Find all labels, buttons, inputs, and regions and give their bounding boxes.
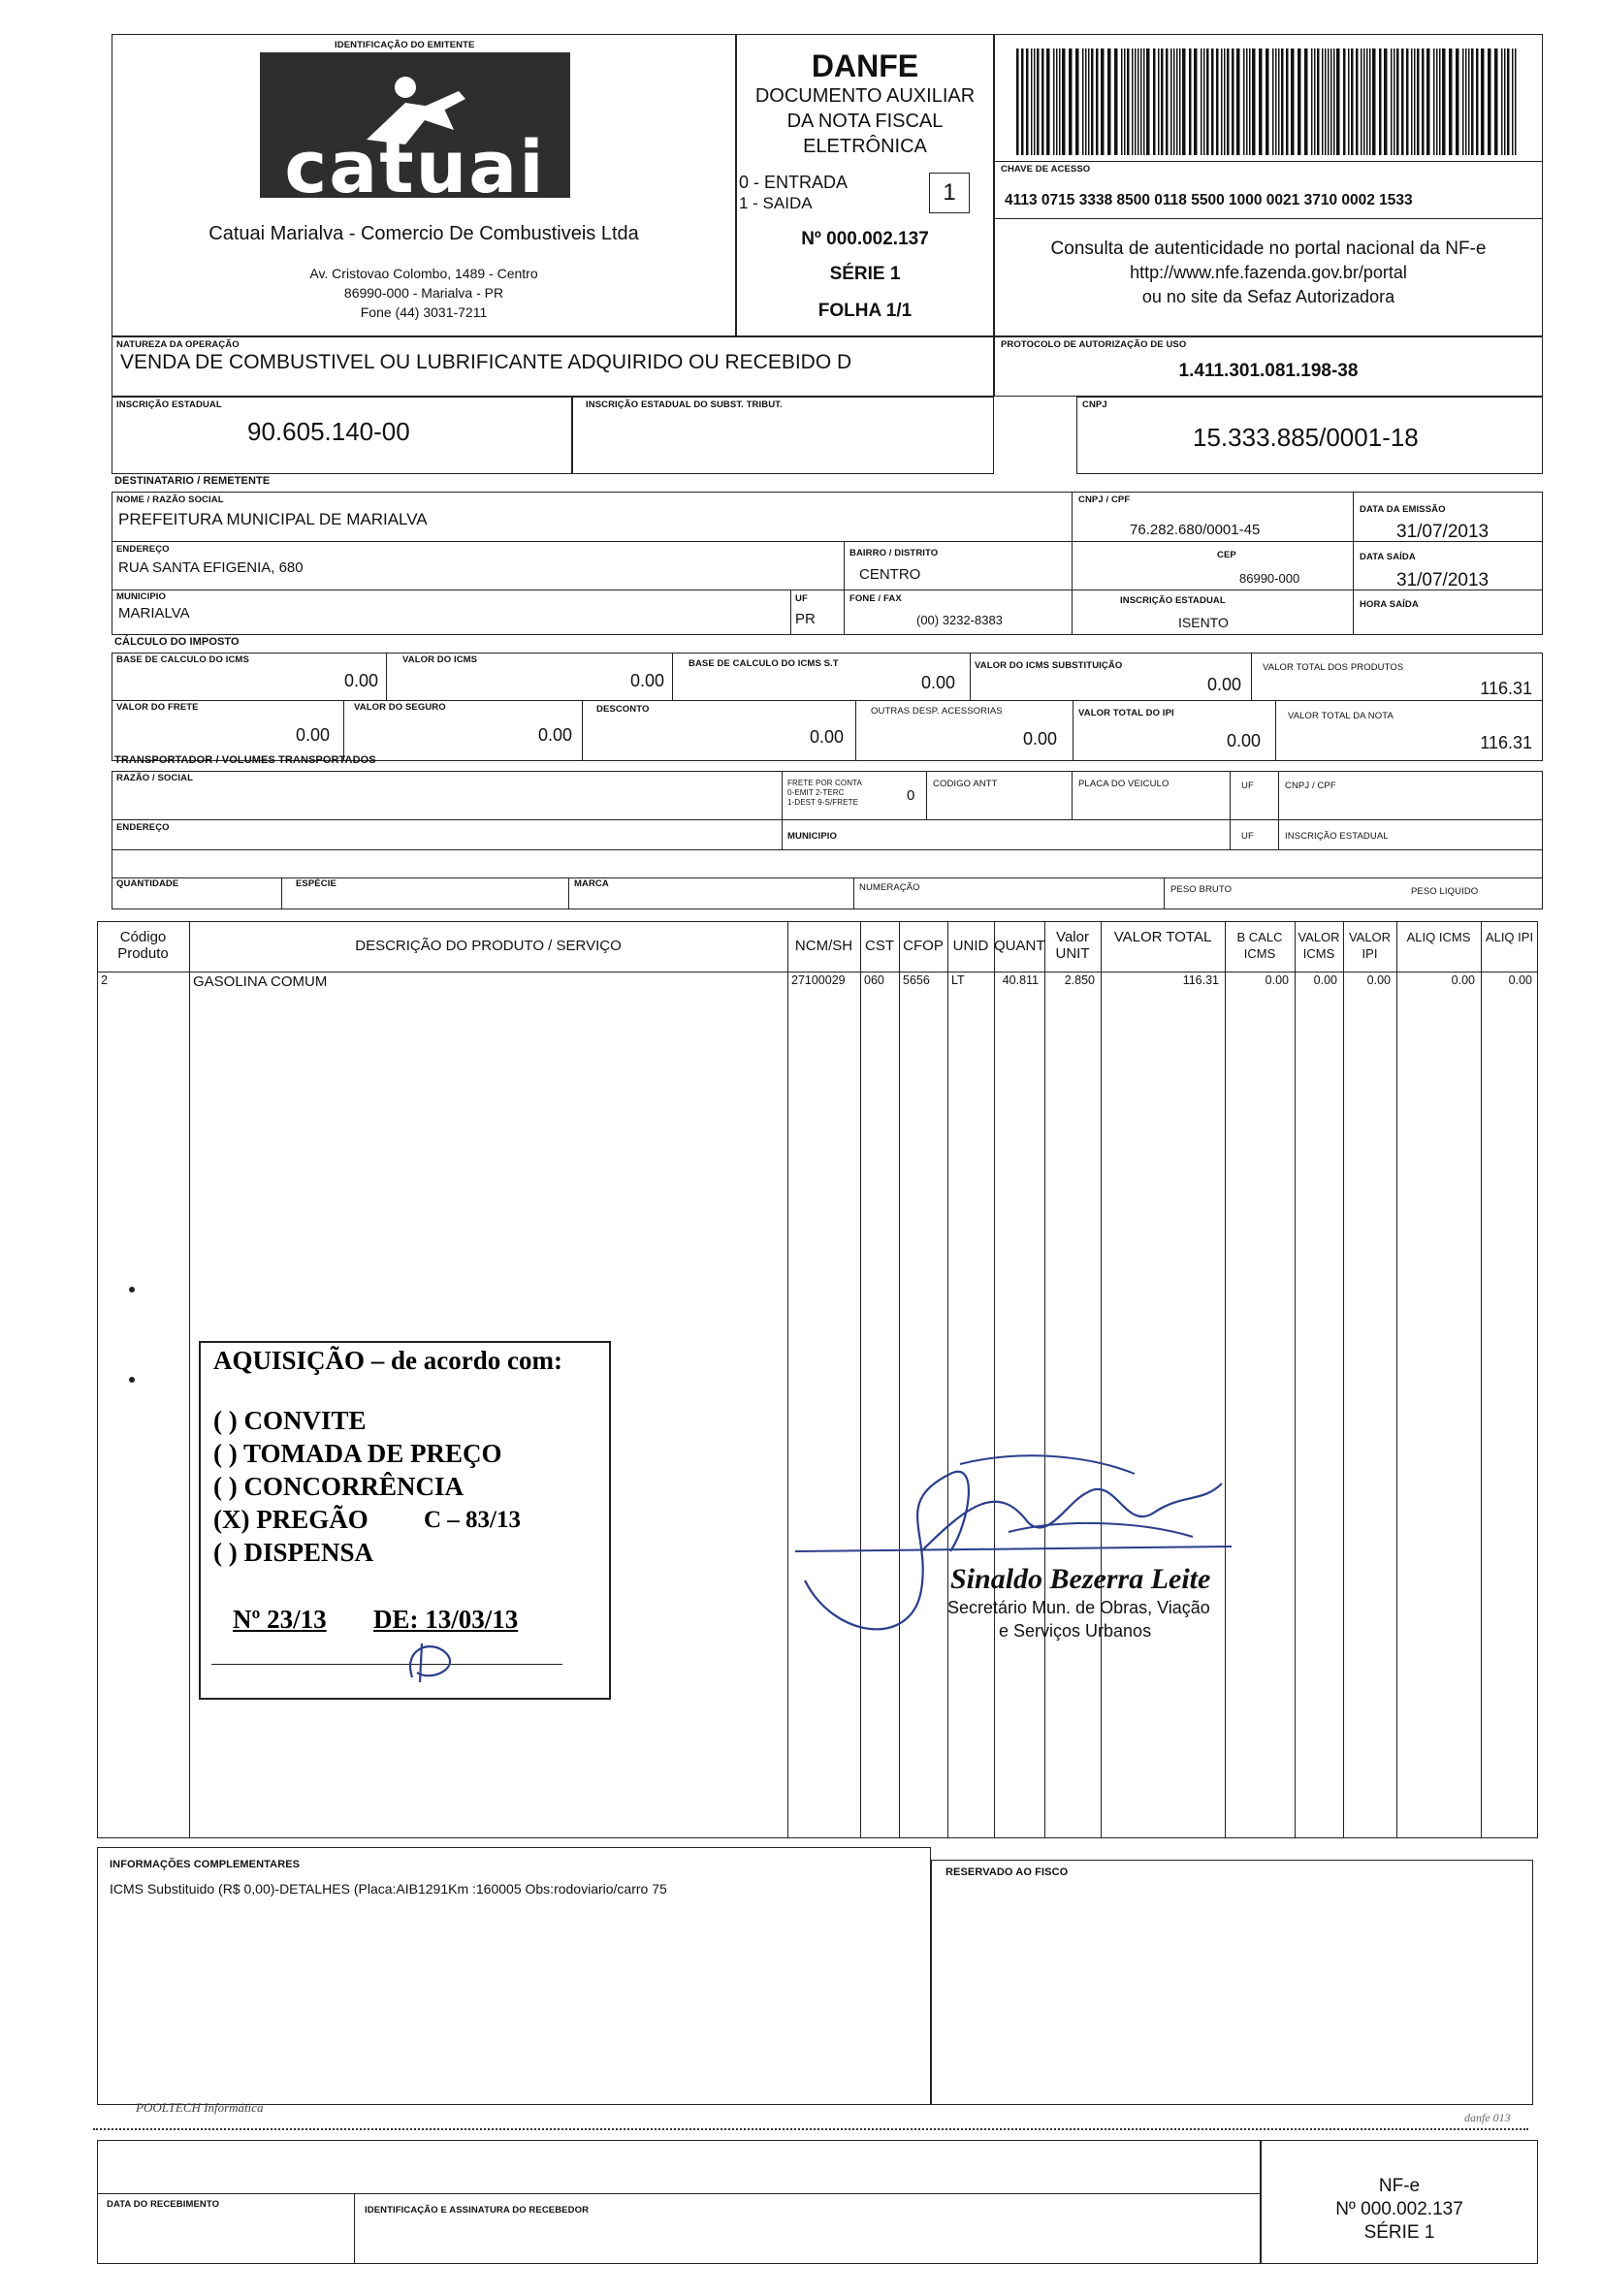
barcode-bar (1252, 48, 1256, 155)
table-header: VALOR TOTAL (1113, 929, 1212, 945)
barcode-bar (1417, 48, 1420, 155)
chave-label: CHAVE DE ACESSO (1001, 164, 1091, 175)
barcode-bar (1515, 48, 1517, 155)
barcode-bar (1330, 48, 1332, 155)
barcode-bar (1343, 48, 1346, 155)
barcode-bar (1396, 48, 1399, 155)
table-cell: 0.00 (1451, 973, 1475, 987)
barcode-bar (1481, 48, 1485, 155)
barcode-bar (1166, 48, 1169, 155)
barcode-bar (1031, 48, 1033, 155)
barcode-bar (1494, 48, 1498, 155)
outras: 0.00 (1022, 729, 1057, 749)
danfe-subtitle2: DA NOTA FISCAL (786, 111, 944, 132)
protocolo-value: 1.411.301.081.198-38 (1178, 361, 1359, 381)
table-header: NCM/SH (794, 938, 853, 954)
barcode-bar (1468, 48, 1470, 155)
desconto: 0.00 (809, 727, 844, 747)
barcode-bar (1206, 48, 1209, 155)
barcode-bar (1246, 48, 1248, 155)
barcode-bar (1114, 48, 1118, 155)
ie-value: 90.605.140-00 (247, 417, 410, 446)
barcode-bar (1325, 48, 1327, 155)
barcode-bar (1034, 48, 1036, 155)
table-header: Valor UNIT (1055, 929, 1090, 962)
dest-emissao-label: DATA DA EMISSÃO (1360, 504, 1446, 515)
table-cell: 5656 (903, 973, 930, 987)
barcode-bar (1275, 48, 1277, 155)
barcode-bar (1124, 48, 1126, 155)
barcode-bar (1414, 48, 1416, 155)
barcode-bar (1221, 48, 1223, 155)
barcode-bar (1379, 48, 1382, 155)
dest-municipio: MARIALVA (118, 605, 190, 622)
barcode-bar (1322, 48, 1324, 155)
barcode-bar (1286, 48, 1289, 155)
barcode-bar (1298, 48, 1301, 155)
dest-bairro-label: BAIRRO / DISTRITO (849, 548, 939, 558)
barcode-bar (1311, 48, 1313, 155)
ie-label: INSCRIÇÃO ESTADUAL (116, 399, 222, 410)
barcode-bar (1351, 48, 1354, 155)
bc-st-label: BASE DE CALCULO DO ICMS S.T (689, 658, 839, 669)
stamp-opt3: ( ) CONCORRÊNCIA (213, 1472, 464, 1501)
iest-label: INSCRIÇÃO ESTADUAL DO SUBST. TRIBUT. (586, 399, 783, 410)
v-nota: 116.31 (1480, 733, 1532, 752)
barcode-bar (1471, 48, 1474, 155)
fisco-box (931, 1860, 1533, 2105)
dest-cep-label: CEP (1217, 550, 1236, 560)
trans-marca-label: MARCA (574, 878, 609, 889)
table-header: UNID (952, 938, 989, 954)
dest-saida-label: DATA SAÍDA (1360, 552, 1416, 562)
barcode-bar (1101, 48, 1105, 155)
bc-st: 0.00 (920, 673, 955, 692)
barcode-bar (1291, 48, 1295, 155)
stamp-opt5: ( ) DISPENSA (213, 1538, 374, 1567)
footer-software: POOLTECH Informática (136, 2100, 264, 2115)
barcode-bar (1137, 48, 1139, 155)
v-st-label: VALOR DO ICMS SUBSTITUIÇÃO (975, 660, 1123, 671)
barcode-bar (1088, 48, 1090, 155)
barcode-bar (1462, 48, 1464, 155)
barcode-bar (1143, 48, 1145, 155)
barcode-bar (1203, 48, 1205, 155)
danfe-saida: 1 - SAIDA (739, 194, 813, 212)
info-label: INFORMAÇÕES COMPLEMENTARES (110, 1859, 301, 1870)
dest-emissao: 31/07/2013 (1396, 522, 1490, 542)
table-cell: 0.00 (1313, 973, 1337, 987)
table-cell: 40.811 (1002, 973, 1039, 987)
trans-cnpj-label: CNPJ / CPF (1285, 781, 1336, 791)
table-cell: 0.00 (1508, 973, 1532, 987)
barcode-bar (1501, 48, 1503, 155)
recebimento-box (97, 2140, 1261, 2264)
barcode-bar (1281, 48, 1284, 155)
barcode-bar (1504, 48, 1506, 155)
barcode-bar (1069, 48, 1073, 155)
barcode-bar (1391, 48, 1393, 155)
barcode-bar (1121, 48, 1123, 155)
table-cell: 2.850 (1064, 973, 1095, 987)
frete: 0.00 (295, 725, 330, 745)
stamp-opt4: (X) PREGÃO (213, 1505, 368, 1534)
barcode-bar (1317, 48, 1320, 155)
fisco-label: RESERVADO AO FISCO (945, 1866, 1069, 1878)
barcode-bar (1328, 48, 1330, 155)
initials-signature-icon (393, 1629, 480, 1687)
barcode-bar (1140, 48, 1142, 155)
barcode-bar (1507, 48, 1510, 155)
barcode-bar (1372, 48, 1376, 155)
v-nota-label: VALOR TOTAL DA NOTA (1288, 711, 1394, 721)
trans-ie-label: INSCRIÇÃO ESTADUAL (1285, 831, 1389, 842)
trans-frete-opt1: 0-EMIT 2-TERC (787, 788, 845, 797)
protocolo-label: PROTOCOLO DE AUTORIZAÇÃO DE USO (1001, 339, 1187, 350)
barcode-bar (1224, 48, 1226, 155)
barcode-bar (1422, 48, 1425, 155)
stamp-de: DE: 13/03/13 (373, 1605, 519, 1634)
table-header: VALOR IPI (1348, 930, 1392, 961)
chave-consulta3: ou no site da Sefaz Autorizadora (1141, 287, 1395, 306)
barcode-bar (1433, 48, 1435, 155)
barcode-bar (1096, 48, 1099, 155)
chave-consulta1: Consulta de autenticidade no portal nacional da NF-e (1050, 239, 1487, 259)
barcode-bar (1201, 48, 1202, 155)
barcode-bar (1512, 48, 1514, 155)
barcode-bar (1082, 48, 1084, 155)
barcode-bar (1236, 48, 1240, 155)
dest-endereco-label: ENDEREÇO (116, 544, 170, 555)
danfe-folha: FOLHA 1/1 (817, 301, 913, 321)
barcode-bar (1411, 48, 1413, 155)
trans-frete-label: FRETE POR CONTA (787, 779, 862, 787)
barcode-bar (1176, 48, 1178, 155)
emitente-address1: Av. Cristovao Colombo, 1489 - Centro (309, 266, 538, 281)
barcode-bar (1127, 48, 1130, 155)
barcode-icon (1016, 48, 1521, 155)
dest-uf-label: UF (795, 593, 808, 604)
signature-role1: Secretário Mun. de Obras, Viação (947, 1598, 1210, 1617)
barcode-bar (1161, 48, 1164, 155)
table-header: QUANT (994, 938, 1045, 954)
stamp-opt2: ( ) TOMADA DE PREÇO (213, 1439, 502, 1468)
trans-uf-label: UF (1241, 781, 1254, 791)
table-header: ALIQ IPI (1485, 930, 1534, 944)
cnpj-label: CNPJ (1082, 399, 1107, 410)
mark-dot (129, 1287, 135, 1292)
barcode-bar (1173, 48, 1175, 155)
barcode-bar (1436, 48, 1438, 155)
v-st: 0.00 (1206, 675, 1241, 694)
trans-frete-opt2: 1-DEST 9-S/FRETE (787, 798, 859, 807)
barcode-bar (1026, 48, 1029, 155)
table-cell: 116.31 (1182, 973, 1219, 987)
barcode-bar (1243, 48, 1245, 155)
barcode-bar (1439, 48, 1441, 155)
barcode-bar (1488, 48, 1491, 155)
barcode-bar (1227, 48, 1230, 155)
barcode-bar (1259, 48, 1263, 155)
desconto-label: DESCONTO (596, 704, 650, 715)
ipi: 0.00 (1226, 731, 1261, 750)
dest-nome: PREFEITURA MUNICIPAL DE MARIALVA (118, 510, 428, 528)
barcode-bar (1216, 48, 1219, 155)
dest-ie: ISENTO (1178, 615, 1229, 630)
v-icms: 0.00 (629, 671, 664, 690)
dest-cnpj: 76.282.680/0001-45 (1130, 522, 1261, 538)
natureza-value: VENDA DE COMBUSTIVEL OU LUBRIFICANTE ADQUIRIDO OU RECEBIDO D (120, 351, 852, 373)
trans-uf2-label: UF (1241, 831, 1254, 842)
barcode-bar (1021, 48, 1024, 155)
footer-nfe: NF-e (1378, 2176, 1421, 2196)
mark-dot (129, 1377, 135, 1383)
emitente-logo (260, 52, 570, 209)
barcode-bar (1272, 48, 1274, 155)
barcode-bar (1449, 48, 1453, 155)
imposto-section-label: CÁLCULO DO IMPOSTO (114, 636, 240, 648)
danfe-numero: Nº 000.002.137 (801, 229, 929, 249)
table-header: B CALC ICMS (1236, 930, 1283, 961)
footer-serie: SÉRIE 1 (1363, 2222, 1435, 2243)
recebimento-label: DATA DO RECEBIMENTO (107, 2199, 220, 2210)
barcode-bar (1333, 48, 1335, 155)
seguro: 0.00 (537, 725, 572, 745)
danfe-subtitle1: DOCUMENTO AUXILIAR (754, 85, 976, 107)
barcode-bar (1179, 48, 1181, 155)
barcode-bar (1314, 48, 1316, 155)
emitente-address2: 86990-000 - Marialva - PR (343, 285, 504, 301)
barcode-bar (1085, 48, 1087, 155)
barcode-bar (1232, 48, 1234, 155)
seguro-label: VALOR DO SEGURO (354, 702, 446, 713)
dest-hora-label: HORA SAÍDA (1360, 599, 1419, 610)
danfe-title: DANFE (811, 48, 919, 83)
v-prod-label: VALOR TOTAL DOS PRODUTOS (1263, 662, 1404, 673)
bc-icms-label: BASE DE CALCULO DO ICMS (116, 654, 249, 665)
table-header: ALIQ ICMS (1406, 930, 1471, 944)
table-header: Código Produto (117, 929, 169, 962)
table-cell: GASOLINA COMUM (193, 973, 328, 990)
trans-peso-bruto-label: PESO BRUTO (1170, 884, 1233, 895)
emitente-phone: Fone (44) 3031-7211 (360, 304, 488, 320)
table-cell: 27100029 (791, 973, 846, 987)
emitente-name: Catuai Marialva - Comercio De Combustiveis Ltda (208, 223, 639, 244)
stamp-numero: Nº 23/13 (233, 1605, 327, 1634)
table-cell: 060 (864, 973, 884, 987)
barcode-bar (1158, 48, 1160, 155)
barcode-bar (1456, 48, 1459, 155)
danfe-subtitle3: ELETRÔNICA (803, 136, 927, 157)
barcode-bar (1442, 48, 1446, 155)
table-cell: 0.00 (1366, 973, 1391, 987)
trans-antt-label: CODIGO ANTT (933, 779, 998, 789)
barcode-bar (1056, 48, 1058, 155)
bc-icms: 0.00 (343, 671, 378, 690)
barcode-bar (1361, 48, 1362, 155)
barcode-bar (1016, 48, 1019, 155)
trans-municipio-label: MUNICIPIO (787, 831, 838, 842)
table-cell: LT (951, 973, 965, 987)
cut-line (93, 2128, 1528, 2130)
footer-numero: Nº 000.002.137 (1335, 2199, 1463, 2219)
signature-role2: e Serviços Urbanos (999, 1621, 1152, 1641)
barcode-bar (1406, 48, 1409, 155)
dest-bairro: CENTRO (859, 566, 921, 583)
v-icms-label: VALOR DO ICMS (402, 654, 478, 665)
barcode-bar (1348, 48, 1350, 155)
trans-razao-label: RAZÃO / SOCIAL (116, 773, 193, 783)
barcode-bar (1278, 48, 1280, 155)
barcode-bar (1476, 48, 1479, 155)
trans-quantidade-label: QUANTIDADE (116, 878, 179, 889)
barcode-bar (1041, 48, 1044, 155)
frete-label: VALOR DO FRETE (116, 702, 199, 713)
natureza-label: NATUREZA DA OPERAÇÃO (116, 339, 240, 350)
dest-nome-label: NOME / RAZÃO SOCIAL (116, 494, 224, 505)
dest-saida: 31/07/2013 (1396, 570, 1490, 590)
cnpj-value: 15.333.885/0001-18 (1193, 423, 1419, 452)
signature-name: Sinaldo Bezerra Leite (950, 1563, 1211, 1595)
barcode-bar (1384, 48, 1388, 155)
stamp-opt4-code: C – 83/13 (424, 1507, 521, 1533)
barcode-bar (1369, 48, 1371, 155)
chave-consulta2[interactable]: http://www.nfe.fazenda.gov.br/portal (1130, 263, 1407, 282)
dest-cep: 86990-000 (1239, 571, 1300, 586)
trans-frete-value: 0 (907, 787, 915, 804)
barcode-bar (1170, 48, 1172, 155)
barcode-bar (1249, 48, 1251, 155)
dest-fone-label: FONE / FAX (849, 593, 902, 604)
danfe-serie: SÉRIE 1 (829, 264, 901, 284)
table-cell: 2 (101, 973, 108, 987)
outras-label: OUTRAS DESP. ACESSORIAS (871, 706, 1003, 717)
barcode-bar (1366, 48, 1368, 155)
barcode-bar (1132, 48, 1134, 155)
barcode-bar (1075, 48, 1079, 155)
v-prod: 116.31 (1480, 679, 1532, 698)
footer-right-text: danfe 013 (1464, 2111, 1511, 2124)
barcode-bar (1401, 48, 1404, 155)
barcode-bar (1091, 48, 1094, 155)
barcode-bar (1182, 48, 1186, 155)
barcode-bar (1062, 48, 1066, 155)
assinatura-label: IDENTIFICAÇÃO E ASSINATURA DO RECEBEDOR (365, 2205, 590, 2216)
barcode-bar (1356, 48, 1359, 155)
logo-text: catuai (284, 126, 546, 209)
dest-endereco: RUA SANTA EFIGENIA, 680 (118, 559, 304, 576)
trans-peso-liquido-label: PESO LIQUIDO (1411, 886, 1479, 897)
dest-ie-label: INSCRIÇÃO ESTADUAL (1120, 595, 1226, 606)
barcode-bar (1465, 48, 1467, 155)
barcode-bar (1194, 48, 1198, 155)
barcode-bar (1059, 48, 1061, 155)
trans-endereco-label: ENDEREÇO (116, 822, 170, 833)
barcode-bar (1107, 48, 1111, 155)
dest-uf: PR (795, 611, 816, 627)
dest-fone: (00) 3232-8383 (916, 613, 1003, 627)
barcode-bar (1153, 48, 1156, 155)
danfe-entrada: 0 - ENTRADA (739, 173, 849, 192)
emitente-section-label: IDENTIFICAÇÃO DO EMITENTE (335, 40, 475, 50)
barcode-bar (1189, 48, 1192, 155)
barcode-bar (1053, 48, 1055, 155)
barcode-bar (1135, 48, 1137, 155)
chave-value: 4113 0715 3338 8500 0118 5500 1000 0021 3710 0002 1533 (1005, 192, 1413, 208)
table-cell: 0.00 (1265, 973, 1289, 987)
barcode-bar (1146, 48, 1150, 155)
stamp-opt1: ( ) CONVITE (213, 1406, 367, 1435)
trans-numeracao-label: NUMERAÇÃO (859, 882, 920, 893)
barcode-bar (1211, 48, 1214, 155)
barcode-bar (1394, 48, 1395, 155)
table-header: CST (865, 938, 894, 954)
barcode-bar (1336, 48, 1340, 155)
table-header: CFOP (903, 938, 944, 954)
stamp-title: AQUISIÇÃO – de acordo com: (213, 1346, 562, 1375)
danfe-tipo-box: 1 (929, 173, 970, 213)
destinatario-section-label: DESTINATARIO / REMETENTE (114, 475, 271, 487)
barcode-bar (1266, 48, 1269, 155)
info-value: ICMS Substituido (R$ 0,00)-DETALHES (Placa:AIB1291Km :160005 Obs:rodoviario/carro 75 (110, 1881, 667, 1897)
dest-municipio-label: MUNICIPIO (116, 591, 167, 602)
dest-cnpj-label: CNPJ / CPF (1078, 494, 1131, 505)
trans-especie-label: ESPÉCIE (296, 878, 336, 889)
trans-placa-label: PLACA DO VEICULO (1078, 779, 1169, 789)
barcode-bar (1426, 48, 1430, 155)
table-header: VALOR ICMS (1298, 930, 1340, 961)
transportador-section-label: TRANSPORTADOR / VOLUMES TRANSPORTADOS (114, 754, 376, 766)
barcode-bar (1363, 48, 1365, 155)
barcode-bar (1037, 48, 1040, 155)
barcode-bar (1046, 48, 1050, 155)
barcode-bar (1304, 48, 1308, 155)
ipi-label: VALOR TOTAL DO IPI (1078, 708, 1174, 718)
table-header: DESCRIÇÃO DO PRODUTO / SERVIÇO (355, 938, 622, 954)
